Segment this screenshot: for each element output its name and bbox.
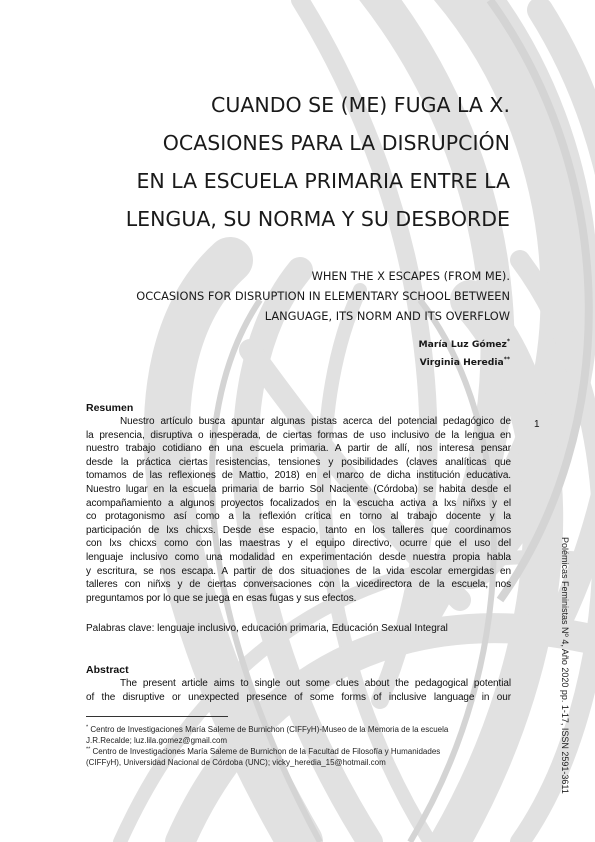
footnotes bbox=[86, 724, 511, 768]
footnote-line: ** Centro de Investigaciones María Saleme de Burnichon de la Facultad de Filosofía y Humanidades bbox=[86, 746, 441, 756]
resumen-line: tomamos de las reflexiones de Mattio, 2018) en el marco de dicha institución educativa. bbox=[86, 470, 511, 482]
resumen-line: desde la práctica ciertas resistencias, tensiones y posibilidades (claves analíticas que bbox=[86, 456, 511, 468]
subtitle-line: LANGUAGE, ITS NORM AND ITS OVERFLOW bbox=[264, 309, 510, 323]
footnote-mark: ** bbox=[86, 746, 91, 753]
title-line: CUANDO SE (ME) FUGA LA X. bbox=[211, 93, 510, 117]
abstract-line: of the disruptive or unexpected presence of some forms of inclusive language in our bbox=[86, 691, 511, 703]
resumen-line: con lxs chicxs como con las maestras y el equipo directivo, ocurre que el uso del bbox=[86, 538, 511, 550]
resumen-heading: Resumen bbox=[86, 402, 134, 414]
title-line: EN LA ESCUELA PRIMARIA ENTRE LA bbox=[136, 169, 510, 193]
author-1: María Luz Gómez* bbox=[418, 337, 510, 350]
resumen-line: talleres con niñxs y de ciertas conversaciones con la vicedirectora de la escuela, nos bbox=[86, 579, 511, 591]
footnote-separator bbox=[86, 716, 228, 717]
page-number: 1 bbox=[534, 419, 540, 430]
footnote-mark[interactable]: * bbox=[506, 337, 510, 345]
abstract-line: The present article aims to single out some clues about the pedagogical potential bbox=[120, 678, 511, 689]
keywords: Palabras clave: lenguaje inclusivo, educación primaria, Educación Sexual Integral bbox=[86, 623, 448, 634]
resumen-line: lenguaje inclusivo como una modalidad en experimentación desde nuestra propia habla bbox=[86, 551, 511, 563]
resumen-line: Nuestro artículo busca apuntar algunas pistas acerca del potencial pedagógico de bbox=[120, 416, 511, 427]
abstract-body bbox=[86, 677, 511, 704]
author-2: Virginia Heredia** bbox=[419, 355, 510, 368]
title-line: OCASIONES PARA LA DISRUPCIÓN bbox=[162, 131, 510, 155]
abstract-heading: Abstract bbox=[86, 664, 129, 676]
footnote-mark: * bbox=[86, 724, 89, 731]
resumen-line: nuestro trabajo cotidiano en una escuela primaria. A partir de allí, nos interesa pensar bbox=[86, 443, 511, 455]
journal-info: Polémicas Feministas Nº 4, Año 2020 pp. 1-17, ISSN 2591-3611 bbox=[560, 537, 570, 794]
footnote-mark[interactable]: ** bbox=[503, 355, 510, 363]
footnote-line: J.R.Recalde; luz.lila.gomez@gmail.com bbox=[86, 736, 228, 745]
resumen-line: co protagonismo así como a la reflexión crítica en torno al trabajo docente y la bbox=[86, 511, 511, 523]
subtitle-line: OCCASIONS FOR DISRUPTION IN ELEMENTARY SCHOOL BETWEEN bbox=[136, 289, 510, 303]
resumen-line: la presencia, disruptiva o inesperada, de ciertas formas de uso inclusivo de la lengua en bbox=[86, 429, 511, 441]
resumen-line: participación de lxs chicxs. Desde ese espacio, tanto en los talleres que coordinamos bbox=[86, 524, 511, 536]
title-line: LENGUA, SU NORMA Y SU DESBORDE bbox=[125, 207, 510, 231]
subtitle-line: WHEN THE X ESCAPES (FROM ME). bbox=[311, 269, 510, 283]
resumen-line: Nuestro lugar en la escuela primaria de barrio Sol Naciente (Córdoba) se habita desde el bbox=[86, 483, 511, 495]
resumen-line: acompañamiento a algunos proyectos focalizados en la escucha activa a lxs niñxs y el bbox=[86, 497, 511, 509]
resumen-body bbox=[86, 415, 511, 605]
footnote-line: (CIFFyH), Universidad Nacional de Córdoba (UNC); vicky_heredia_15@hotmail.com bbox=[86, 758, 386, 767]
footnote-line: * Centro de Investigaciones María Saleme de Burnichon (CIFFyH)-Museo de la Memoria de la escuela bbox=[86, 724, 449, 734]
english-title bbox=[90, 266, 510, 326]
resumen-line: y escritura, se nos escapa. A partir de dos situaciones de la vida escolar emergidas en bbox=[86, 565, 511, 577]
author-list bbox=[418, 336, 510, 372]
article-title bbox=[90, 86, 510, 238]
resumen-line: preguntamos por lo que se juega en esas fugas y sus efectos. bbox=[86, 592, 357, 604]
